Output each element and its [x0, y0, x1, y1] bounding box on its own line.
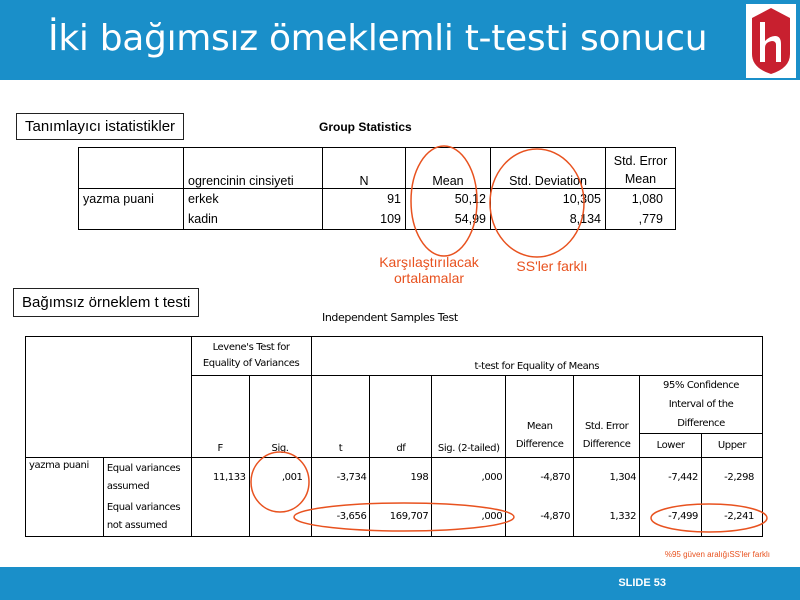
col-f: F	[191, 376, 249, 458]
col-mean-diff: Mean Difference	[506, 376, 574, 458]
it-sig: ,001	[249, 458, 311, 498]
sig-circle	[251, 452, 309, 512]
col-se-diff: Std. Error Difference	[574, 376, 640, 458]
it-row-label: Equal variances not assumed	[103, 498, 191, 537]
col-sig-2tailed: Sig. (2-tailed)	[432, 376, 506, 458]
it-df: 169,707	[370, 498, 432, 537]
ci-header: 95% Confidence Interval of the Difference	[640, 376, 763, 434]
slide-title: İki bağımsız ömeklemli t-testi sonucu	[48, 18, 708, 59]
sd-circle	[490, 149, 584, 257]
not-assumed-row-circle	[294, 503, 514, 531]
gs-header-group: ogrencinin cinsiyeti	[184, 148, 323, 189]
it-lower: -7,499	[640, 498, 702, 537]
it-se: 1,304	[574, 458, 640, 498]
gs-n: 91	[323, 189, 406, 210]
gs-var-name: yazma puani	[79, 189, 184, 210]
it-upper: -2,241	[724, 511, 754, 523]
it-se: 1,332	[574, 498, 640, 537]
it-sig2: ,000	[432, 458, 506, 498]
ci-note: %95 güven aralığıSS'ler farklı	[664, 550, 770, 559]
gs-group: erkek	[184, 189, 323, 210]
it-row-label: Equal variances assumed	[103, 458, 191, 498]
gs-n: 109	[323, 209, 406, 230]
it-var-name: yazma puani	[26, 458, 104, 498]
ci-circle	[651, 504, 767, 532]
mean-circle	[411, 146, 477, 256]
means-annotation: Karşılaştırılacak ortalamalar	[379, 254, 479, 286]
group-stats-title: Group Statistics	[319, 120, 412, 134]
gs-header-se: Std. Error Mean	[606, 148, 676, 189]
gs-sd: 10,305	[491, 189, 606, 210]
gs-header-n: N	[323, 148, 406, 189]
col-upper: Upper	[702, 434, 763, 458]
it-sig2: ,000	[432, 498, 506, 537]
independent-test-label: Bağımsız örneklem t testi	[13, 288, 199, 317]
col-df: df	[370, 376, 432, 458]
it-upper: -2,298	[724, 472, 754, 484]
col-lower: Lower	[640, 434, 702, 458]
gs-sd: 8,134	[491, 209, 606, 230]
it-f: 11,133	[191, 458, 249, 498]
gs-mean: 54,99	[406, 209, 491, 230]
it-df: 198	[370, 458, 432, 498]
gs-mean: 50,12	[406, 189, 491, 210]
ttest-header: t-test for Equality of Means	[311, 337, 762, 376]
levene-header: Levene's Test for Equality of Variances	[191, 337, 311, 376]
col-t: t	[311, 376, 370, 458]
slide-number: SLIDE 53	[618, 577, 666, 589]
gs-header-mean: Mean	[406, 148, 491, 189]
gs-group: kadin	[184, 209, 323, 230]
col-sig: Sig.	[249, 376, 311, 458]
descriptive-stats-label: Tanımlayıcı istatistikler	[16, 113, 184, 140]
independent-test-title: Independent Samples Test	[322, 311, 458, 324]
gs-se: 1,080	[631, 192, 663, 206]
sd-annotation: SS'ler farklı	[516, 258, 588, 274]
it-md: -4,870	[506, 498, 574, 537]
gs-header-sd: Std. Deviation	[491, 148, 606, 189]
slide-footer	[0, 567, 800, 600]
it-t: -3,656	[311, 498, 370, 537]
it-md: -4,870	[506, 458, 574, 498]
gs-se: ,779	[638, 212, 663, 226]
it-t: -3,734	[311, 458, 370, 498]
it-lower: -7,442	[640, 458, 702, 498]
